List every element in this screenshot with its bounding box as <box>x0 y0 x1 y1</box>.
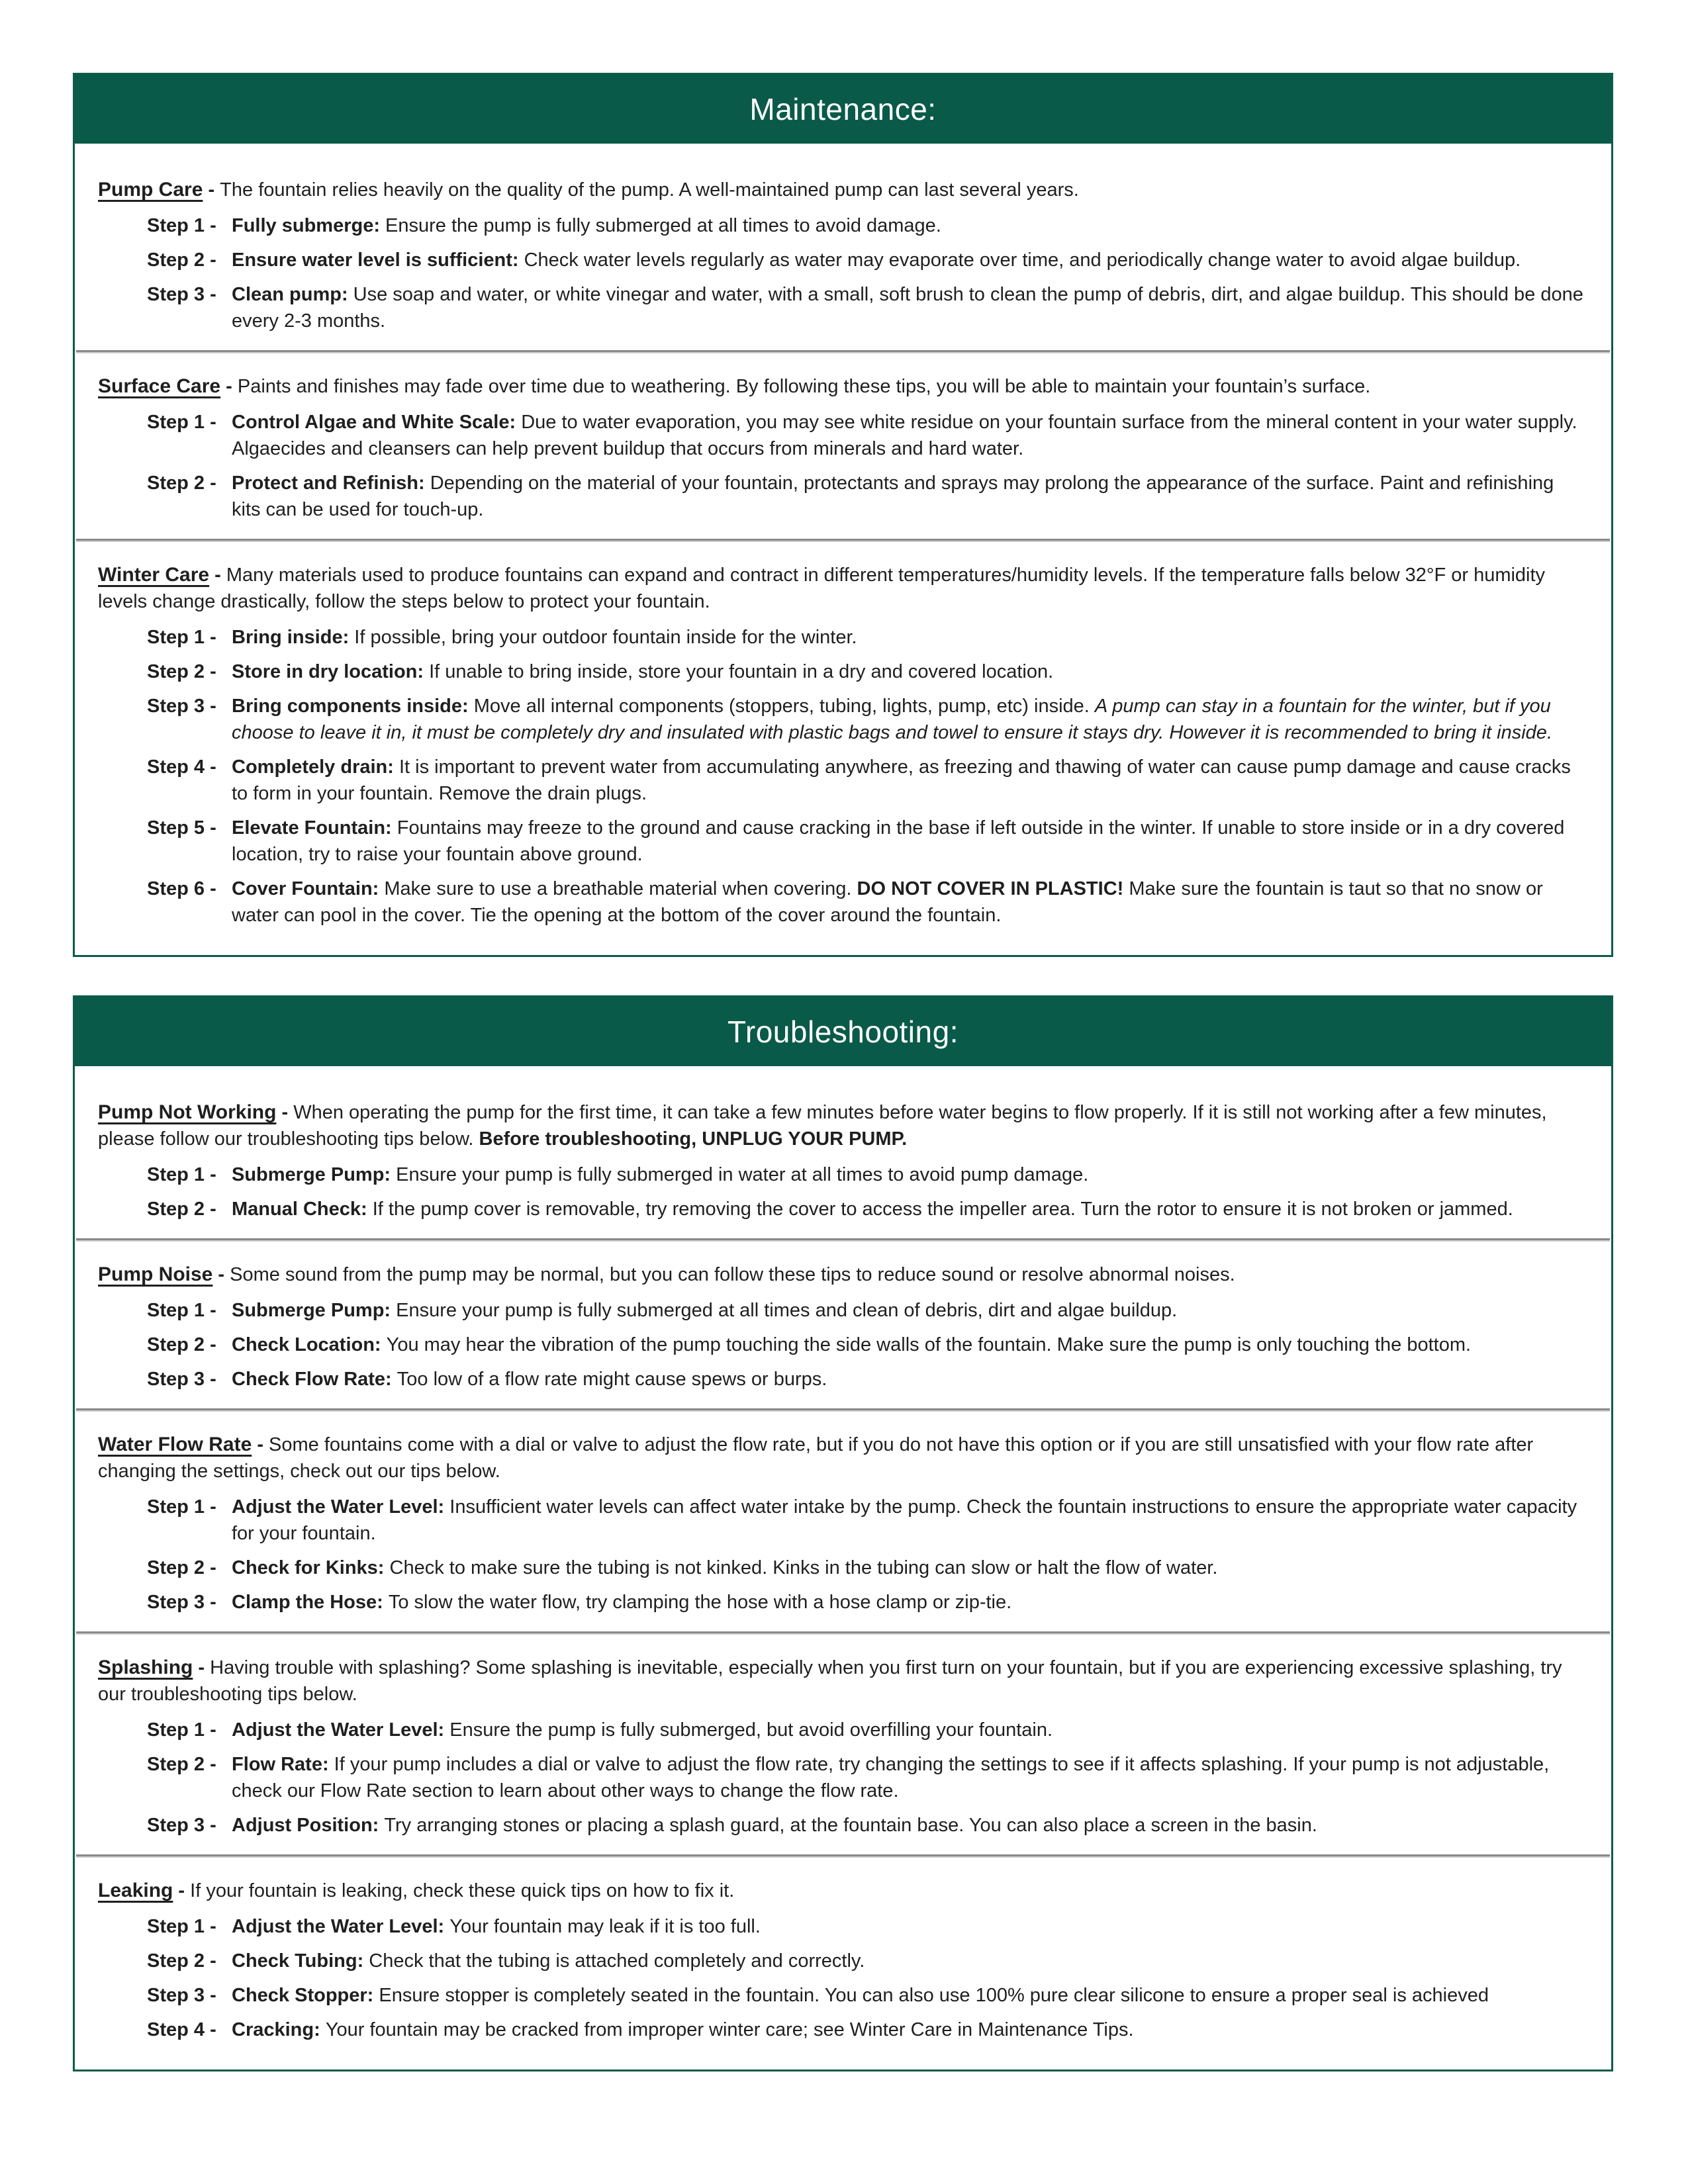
step-body <box>232 624 1587 651</box>
step-body <box>232 1589 1587 1615</box>
step-label: Step 4 - <box>147 2019 216 2040</box>
step-label: Step 3 - <box>147 696 216 717</box>
step-label: Step 1 - <box>147 1300 216 1321</box>
step-body <box>232 1161 1587 1188</box>
intro-text: Paints and finishes may fade over time due to weathering. By following these tips, you will be able to maintain your fountain’s surface. <box>237 376 1371 397</box>
step-text: To slow the water flow, try clamping the hose with a hose clamp or zip-tie. <box>388 1592 1012 1613</box>
maintenance-header-bar <box>75 75 1611 144</box>
step-text: It is important to prevent water from accumulating anywhere, as freezing and thawing of water can cause pump damage and cause cracks to form in your fountain. Remove the drain plugs. <box>232 756 1571 804</box>
step-name: Ensure water level is sufficient: <box>232 250 524 271</box>
intro-text: Before troubleshooting, UNPLUG YOUR PUMP. <box>479 1128 908 1150</box>
troubleshooting-body <box>75 1066 1611 2070</box>
subsection-surface-care <box>75 373 1611 523</box>
step-text: Too low of a flow rate might cause spews or burps. <box>397 1369 827 1390</box>
step-text: Make sure to use a breathable material when covering. <box>384 878 857 899</box>
step-label: Step 4 - <box>147 756 216 778</box>
step-text: Check that the tubing is attached completely and correctly. <box>369 1950 865 1972</box>
subsection-intro <box>98 373 1587 400</box>
subsection-intro <box>98 1261 1587 1288</box>
step-name: Clamp the Hose: <box>232 1592 389 1613</box>
step-text: Your fountain may be cracked from improper winter care; see Winter Care in Maintenance Tips. <box>325 2019 1134 2040</box>
step-name: Flow Rate: <box>232 1754 334 1775</box>
step-body <box>232 1332 1587 1358</box>
step-row <box>147 1297 1587 1324</box>
step-row <box>147 754 1587 807</box>
step-row <box>147 815 1587 868</box>
step-body <box>232 1982 1587 2009</box>
step-row <box>147 281 1587 334</box>
section-divider <box>76 539 1610 542</box>
step-label: Step 3 - <box>147 1815 216 1836</box>
step-body <box>232 1751 1587 1804</box>
step-row <box>147 1494 1587 1547</box>
step-row <box>147 1948 1587 1974</box>
intro-text: When operating the pump for the first time, it can take a few minutes before water begins to flow properly. If it is still not working after a few minutes, please follow our troubleshooting tips below. <box>98 1102 1547 1150</box>
step-label: Step 1 - <box>147 627 216 648</box>
step-row <box>147 409 1587 462</box>
step-text: Use soap and water, or white vinegar and water, with a small, soft brush to clean the pump of debris, dirt, and algae buildup. This should be done every 2-3 months. <box>232 284 1583 332</box>
subsection-intro <box>98 1655 1587 1707</box>
subsection-pump-not-working <box>75 1099 1611 1222</box>
step-text: If the pump cover is removable, try removing the cover to access the impeller area. Turn the rotor to ensure it is not broken or jammed. <box>372 1199 1513 1220</box>
step-body <box>232 281 1587 334</box>
subsection-intro <box>98 562 1587 615</box>
step-text: Ensure stopper is completely seated in the fountain. You can also use 100% pure clear silicone to ensure a proper seal is achieved <box>379 1985 1489 2006</box>
step-row <box>147 470 1587 523</box>
step-row <box>147 1589 1587 1615</box>
step-body <box>232 1717 1587 1743</box>
intro-text: The fountain relies heavily on the quality of the pump. A well-maintained pump can last several years. <box>220 179 1079 201</box>
step-body <box>232 212 1587 239</box>
step-label: Step 1 - <box>147 1916 216 1937</box>
subsection-leaking <box>75 1878 1611 2043</box>
step-row <box>147 1812 1587 1839</box>
subsection-heading: Pump Not Working <box>98 1101 277 1123</box>
step-name: Cover Fountain: <box>232 878 385 899</box>
step-label: Step 2 - <box>147 250 216 271</box>
subsection-heading: Winter Care <box>98 564 210 586</box>
troubleshooting-title: Troubleshooting: <box>727 1015 959 1049</box>
step-body <box>232 470 1587 523</box>
step-name: Manual Check: <box>232 1199 373 1220</box>
subsection-heading: Surface Care <box>98 375 221 397</box>
subsection-splashing <box>75 1655 1611 1839</box>
step-body <box>232 815 1587 868</box>
step-name: Submerge Pump: <box>232 1300 397 1321</box>
subsection-intro <box>98 1878 1587 1904</box>
step-label: Step 1 - <box>147 1719 216 1741</box>
step-name: Check Stopper: <box>232 1985 379 2006</box>
step-body <box>232 1555 1587 1581</box>
subsection-winter-care <box>75 562 1611 929</box>
subsection-heading: Leaking <box>98 1880 173 1901</box>
step-text: Fountains may freeze to the ground and cause cracking in the base if left outside in the winter. If unable to store inside or in a dry covered location, try to raise your fountain above ground. <box>232 817 1565 865</box>
step-body <box>232 693 1587 746</box>
step-label: Step 2 - <box>147 473 216 494</box>
step-name: Fully submerge: <box>232 215 386 236</box>
section-divider <box>76 350 1610 353</box>
step-label: Step 2 - <box>147 661 216 682</box>
step-body <box>232 2017 1587 2043</box>
step-label: Step 3 - <box>147 284 216 305</box>
dash-separator: - <box>252 1434 269 1455</box>
subsection-heading: Pump Noise <box>98 1263 213 1285</box>
step-label: Step 6 - <box>147 878 216 899</box>
step-row <box>147 1196 1587 1222</box>
step-name: Adjust Position: <box>232 1815 385 1836</box>
step-name: Protect and Refinish: <box>232 473 430 494</box>
step-text: If unable to bring inside, store your fountain in a dry and covered location. <box>429 661 1054 682</box>
dash-separator: - <box>209 565 226 586</box>
step-text: Check water levels regularly as water may evaporate over time, and periodically change water to avoid algae buildup. <box>524 250 1521 271</box>
step-row <box>147 2017 1587 2043</box>
step-body <box>232 876 1587 929</box>
step-body <box>232 659 1587 685</box>
page <box>0 73 1688 2184</box>
subsection-heading: Water Flow Rate <box>98 1433 252 1455</box>
step-text: Depending on the material of your fountain, protectants and sprays may prolong the appearance of the surface. Paint and refinishing kits can be used for touch-up. <box>232 473 1554 520</box>
step-name: Bring inside: <box>232 627 355 648</box>
step-text: Insufficient water levels can affect water intake by the pump. Check the fountain instructions to ensure the appropriate water capacity for your fountain. <box>232 1496 1577 1544</box>
step-body <box>232 409 1587 462</box>
step-label: Step 3 - <box>147 1985 216 2006</box>
step-label: Step 2 - <box>147 1334 216 1355</box>
step-text: Ensure your pump is fully submerged in water at all times to avoid pump damage. <box>396 1164 1089 1185</box>
section-divider <box>76 1408 1610 1412</box>
intro-text: If your fountain is leaking, check these quick tips on how to fix it. <box>190 1880 735 1901</box>
step-name: Adjust the Water Level: <box>232 1916 450 1937</box>
step-name: Control Algae and White Scale: <box>232 412 522 433</box>
subsection-pump-care <box>75 177 1611 334</box>
step-name: Adjust the Water Level: <box>232 1719 450 1741</box>
step-name: Store in dry location: <box>232 661 430 682</box>
step-text: Ensure your pump is fully submerged at all times and clean of debris, dirt and algae buildup. <box>396 1300 1178 1321</box>
maintenance-title: Maintenance: <box>749 92 937 126</box>
step-label: Step 3 - <box>147 1592 216 1613</box>
maintenance-body <box>75 144 1611 955</box>
step-row <box>147 1982 1587 2009</box>
step-row <box>147 1717 1587 1743</box>
section-divider <box>76 1238 1610 1242</box>
step-row <box>147 1751 1587 1804</box>
subsection-intro <box>98 1432 1587 1484</box>
step-row <box>147 247 1587 273</box>
dash-separator: - <box>220 376 238 397</box>
step-name: Clean pump: <box>232 284 353 305</box>
step-name: Adjust the Water Level: <box>232 1496 450 1518</box>
step-body <box>232 754 1587 807</box>
step-name: Completely drain: <box>232 756 399 778</box>
step-label: Step 5 - <box>147 817 216 839</box>
step-row <box>147 1555 1587 1581</box>
dash-separator: - <box>203 179 220 201</box>
intro-text: Many materials used to produce fountains can expand and contract in different temperatures/humidity levels. If the temperature falls below 32°F or humidity levels change drastically, follow the steps below to protect your fountain. <box>98 565 1546 612</box>
intro-text: Some sound from the pump may be normal, but you can follow these tips to reduce sound or resolve abnormal noises. <box>230 1264 1235 1285</box>
step-name: Check Flow Rate: <box>232 1369 397 1390</box>
step-label: Step 1 - <box>147 1164 216 1185</box>
step-label: Step 1 - <box>147 215 216 236</box>
step-name: Bring components inside: <box>232 696 474 717</box>
step-name: Check Tubing: <box>232 1950 369 1972</box>
step-text: Check to make sure the tubing is not kinked. Kinks in the tubing can slow or halt the flow of water. <box>389 1557 1218 1578</box>
step-body <box>232 1366 1587 1392</box>
section-divider <box>76 1854 1610 1858</box>
step-text: Make sure the fountain is taut so that no snow or water can pool in the cover. Tie the opening at the bottom of the cover around the fountain. <box>232 878 1543 926</box>
dash-separator: - <box>173 1880 191 1901</box>
step-text: Ensure the pump is fully submerged at all times to avoid damage. <box>385 215 941 236</box>
step-body <box>232 247 1587 273</box>
step-row <box>147 1913 1587 1940</box>
step-label: Step 2 - <box>147 1950 216 1972</box>
step-text: Move all internal components (stoppers, tubing, lights, pump, etc) inside. <box>473 696 1095 717</box>
step-name: Check for Kinks: <box>232 1557 390 1578</box>
step-text: You may hear the vibration of the pump touching the side walls of the fountain. Make sure the pump is only touching the bottom. <box>386 1334 1472 1355</box>
step-row <box>147 693 1587 746</box>
subsection-pump-noise <box>75 1261 1611 1392</box>
step-text: If your pump includes a dial or valve to adjust the flow rate, try changing the settings to see if it affects splashing. If your pump is not adjustable, check our Flow Rate section to learn about other ways to change the flow rate. <box>232 1754 1550 1801</box>
intro-text: Having trouble with splashing? Some splashing is inevitable, especially when you first turn on your fountain, but if you are experiencing excessive splashing, try our troubleshooting tips below. <box>98 1657 1562 1705</box>
troubleshooting-header-bar <box>75 997 1611 1066</box>
step-label: Step 2 - <box>147 1557 216 1578</box>
step-label: Step 2 - <box>147 1754 216 1775</box>
step-row <box>147 1161 1587 1188</box>
step-label: Step 1 - <box>147 1496 216 1518</box>
step-row <box>147 212 1587 239</box>
step-text: A pump can stay in a fountain for the winter, but if you choose to leave it in, it must be completely dry and insulated with plastic bags and towel to ensure it stays dry. However it is recommended to bring it inside. <box>232 696 1552 743</box>
step-text: If possible, bring your outdoor fountain inside for the winter. <box>354 627 857 648</box>
step-name: Check Location: <box>232 1334 387 1355</box>
step-name: Elevate Fountain: <box>232 817 397 839</box>
step-text: Try arranging stones or placing a splash guard, at the fountain base. You can also place a screen in the basin. <box>384 1815 1317 1836</box>
step-text: Ensure the pump is fully submerged, but avoid overfilling your fountain. <box>449 1719 1053 1741</box>
subsection-heading: Splashing <box>98 1657 193 1678</box>
section-divider <box>76 1631 1610 1635</box>
dash-separator: - <box>212 1264 230 1285</box>
step-label: Step 3 - <box>147 1369 216 1390</box>
step-text: DO NOT COVER IN PLASTIC! <box>857 878 1124 899</box>
intro-text: Some fountains come with a dial or valve to adjust the flow rate, but if you do not have this option or if you are still unsatisfied with your flow rate after changing the settings, check out our tips below. <box>98 1434 1534 1482</box>
step-row <box>147 1366 1587 1392</box>
step-body <box>232 1913 1587 1940</box>
troubleshooting-panel <box>73 995 1613 2071</box>
step-row <box>147 1332 1587 1358</box>
step-body <box>232 1948 1587 1974</box>
step-text: Your fountain may leak if it is too full. <box>449 1916 761 1937</box>
maintenance-panel <box>73 73 1613 957</box>
step-row <box>147 659 1587 685</box>
step-label: Step 1 - <box>147 412 216 433</box>
dash-separator: - <box>193 1657 211 1678</box>
dash-separator: - <box>276 1102 294 1123</box>
subsection-intro <box>98 1099 1587 1152</box>
step-text: Due to water evaporation, you may see white residue on your fountain surface from the mineral content in your water supply. Algaecides and cleansers can help prevent buildup that occurs from minerals and hard water. <box>232 412 1577 459</box>
step-name: Cracking: <box>232 2019 326 2040</box>
step-body <box>232 1196 1587 1222</box>
step-label: Step 2 - <box>147 1199 216 1220</box>
subsection-heading: Pump Care <box>98 179 203 201</box>
step-name: Submerge Pump: <box>232 1164 397 1185</box>
subsection-intro <box>98 177 1587 203</box>
step-row <box>147 876 1587 929</box>
step-row <box>147 624 1587 651</box>
subsection-water-flow-rate <box>75 1432 1611 1615</box>
step-body <box>232 1297 1587 1324</box>
step-body <box>232 1812 1587 1839</box>
step-body <box>232 1494 1587 1547</box>
